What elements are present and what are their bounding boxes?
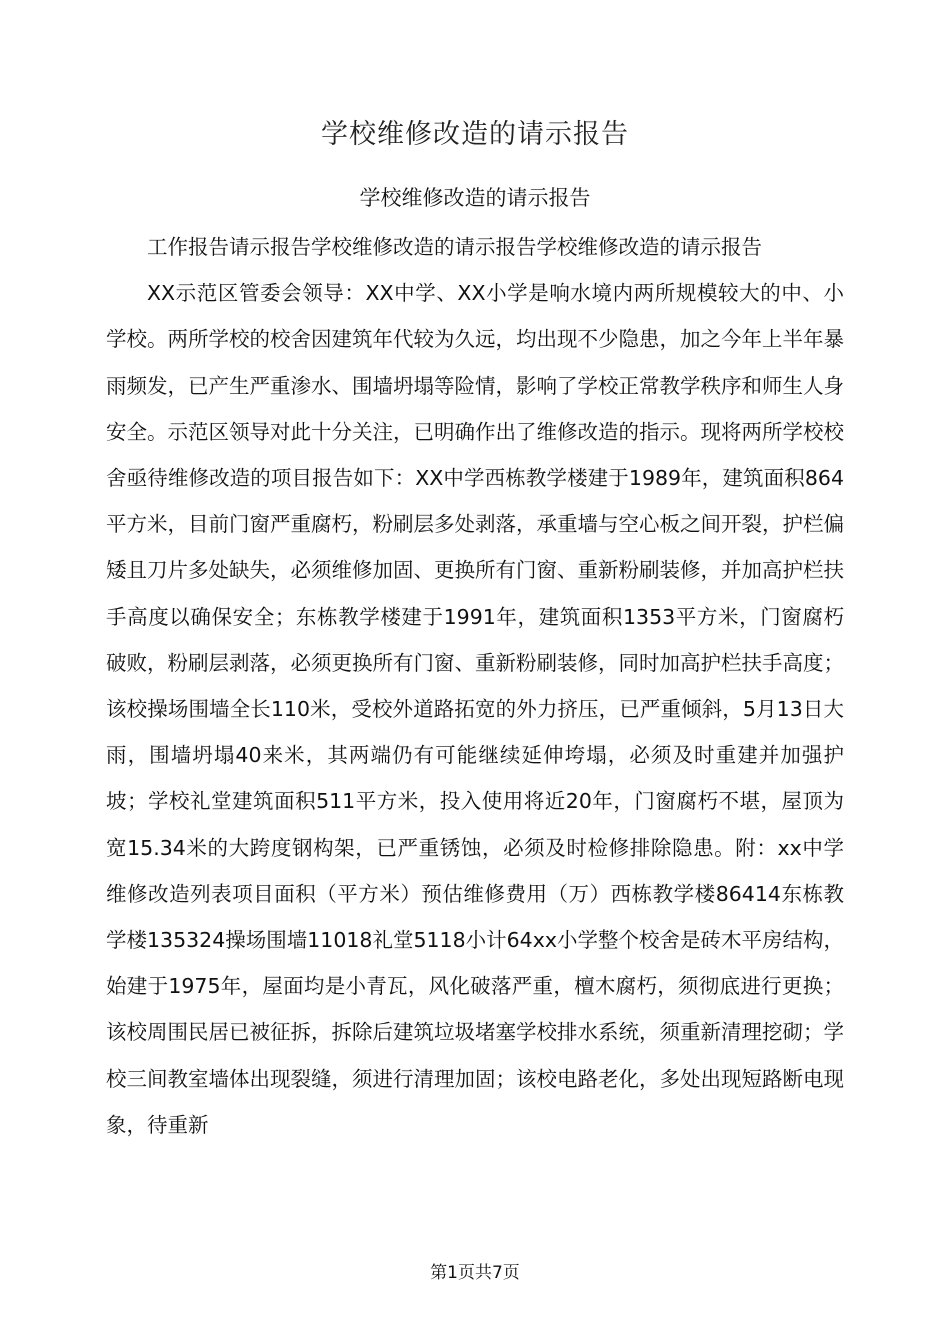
page-number: 第1页共7页 (430, 1263, 520, 1283)
document-title: 学校维修改造的请示报告 (321, 119, 629, 150)
document-body (106, 224, 844, 1148)
paragraph-heading-line: 工作报告请示报告学校维修改造的请示报告学校维修改造的请示报告 (147, 235, 762, 259)
document-subtitle: 学校维修改造的请示报告 (359, 186, 591, 210)
paragraph-report-body: XX示范区管委会领导：XX中学、XX小学是响水境内两所规模较大的中、小学校。两所学校的校舍因建筑年代较为久远，均出现不少隐患，加之今年上半年暴雨频发，已产生严重渗水、围墙坍塌等险情，影响了学校正常教学秩序和师生人身安全。示范区领导对此十分关注，已明确作出了维修改造的指示。现将两所学校校舍亟待维修改造的项目报告如下：XX中学西栋教学楼建于1989年，建筑面积864平方米，目前门窗严重腐朽，粉刷层多处剥落，承重墙与空心板之间开裂，护栏偏矮且刀片多处缺失，必须维修加固、更换所有门窗、重新粉刷装修，并加高护栏扶手高度以确保安全；东栋教学楼建于1991年，建筑面积1353平方米，门窗腐朽破败，粉刷层剥落，必须更换所有门窗、重新粉刷装修，同时加高护栏扶手高度；该校操场围墙全长110米，受校外道路拓宽的外力挤压，已严重倾斜，5月13日大雨，围墙坍塌40来米，其两端仍有可能继续延伸垮塌，必须及时重建并加强护坡；学校礼堂建筑面积511平方米，投入使用将近20年，门窗腐朽不堪，屋顶为宽15.34米的大跨度钢构架，已严重锈蚀，必须及时检修排除隐患。附：xx中学维修改造列表项目面积（平方米）预估维修费用（万）西栋教学楼86414东栋教学楼135324操场围墙11018礼堂5118小计64xx小学整个校舍是砖木平房结构，始建于1975年，屋面均是小青瓦，风化破落严重，檀木腐朽，须彻底进行更换；该校周围民居已被征拆，拆除后建筑垃圾堵塞学校排水系统，须重新清理挖砌；学校三间教室墙体出现裂缝，须进行清理加固；该校电路老化，多处出现短路断电现象，待重新 (106, 281, 844, 1137)
